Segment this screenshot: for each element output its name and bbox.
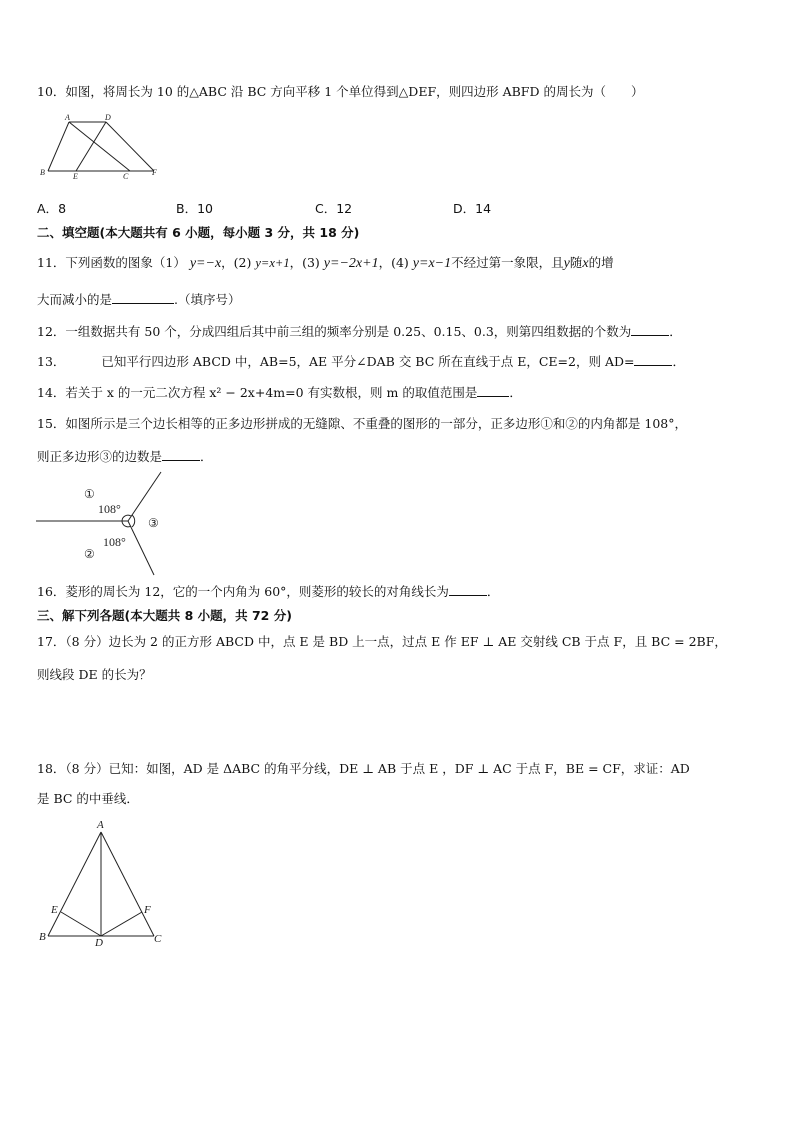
q11-f4: y=x−1 (412, 256, 452, 271)
q10-option-a: A．8 (37, 201, 67, 216)
section-2-heading: 二、填空题(本大题共有 6 小题，每小题 3 分，共 18 分) (37, 225, 360, 240)
q15-line2: 则正多边形③的边数是 ． (37, 449, 213, 464)
q15-angle-arc-3 (132, 515, 135, 527)
q11-f2: y=x+1 (255, 256, 290, 270)
q17-line1: 17．（8 分）边长为 2 的正方形 ABCD 中，点 E 是 BD 上一点，过点 E 作 EF ⊥ AE 交射线 CB 于点 F，且 BC = 2BF， (37, 634, 727, 649)
q12-text: 12．一组数据共有 50 个，分成四组后其中前三组的频率分别是 0.25、0.15、0.3，则第四组数据的个数为 ． (37, 324, 682, 339)
q10-label-C: C (123, 172, 129, 181)
q17-line2: 则线段 DE 的长为？ (37, 667, 152, 682)
q10-text (37, 84, 643, 100)
q18-figure (36, 818, 176, 948)
q11-f3: y=−2x+1 (323, 256, 379, 271)
q14-text: 14．若关于 x 的一元二次方程 x² − 2x+4m=0 有实数根，则 m 的取值范围是 ． (37, 385, 522, 400)
q10-option-b: B．10 (176, 201, 213, 216)
q11-f1: y=−x (189, 256, 222, 271)
q10-seg-DE (76, 122, 106, 171)
q18-line2: 是 BC 的中垂线． (37, 791, 139, 806)
q10-seg-AB (48, 122, 69, 171)
q18-label-A: A (97, 819, 104, 831)
q10-number: 10． (37, 84, 66, 99)
q15-label-1: ① (84, 487, 95, 501)
q12-answer-blank[interactable] (631, 323, 669, 336)
q18-label-C: C (154, 933, 162, 945)
q18-label-E: E (51, 904, 58, 916)
q15-upper-edge (128, 472, 161, 521)
q13-text: 13． 已知平行四边形 ABCD 中，AB=5，AE 平分∠DAB 交 BC 所在直线于点 E，CE=2，则 AD= ． (37, 354, 685, 369)
q10-label-F: F (152, 168, 157, 177)
q10-option-c: C．12 (315, 201, 353, 216)
q15-answer-blank[interactable] (162, 448, 200, 461)
q15-label-2: ② (84, 547, 95, 561)
q18-label-B: B (39, 931, 46, 943)
q11-line2: 大而减小的是 .（填序号） (37, 292, 241, 307)
q11-line1: 11．下列函数的图象（1） y=−x，(2) y=x+1，(3) y=−2x+1，(4) y=x−1不经过第一象限，且y随x的增 (37, 255, 614, 271)
q10-figure (36, 113, 166, 183)
q15-angle-label-2: 108° (103, 535, 126, 549)
q13-answer-blank[interactable] (634, 353, 672, 366)
q10-label-D: D (105, 113, 111, 122)
q18-label-F: F (144, 904, 151, 916)
q18-seg-DF (101, 912, 142, 936)
q18-label-D: D (95, 937, 103, 948)
q10-stem: 如图，将周长为 10 的△ABC 沿 BC 方向平移 1 个单位得到△DEF，则四边形 ABFD 的周长为（ ） (65, 84, 644, 99)
q10-label-B: B (40, 168, 45, 177)
q15-figure (36, 470, 186, 580)
q16-answer-blank[interactable] (449, 583, 487, 596)
q18-seg-DE (61, 912, 101, 936)
q16-text: 16．菱形的周长为 12，它的一个内角为 60°，则菱形的较长的对角线长为 ． (37, 584, 500, 599)
q15-line1: 15．如图所示是三个边长相等的正多边形拼成的无缝隙、不重叠的图形的一部分，正多边形①和②的内角都是 108°， (37, 416, 687, 431)
q10-option-d: D．14 (453, 201, 492, 216)
q15-angle-label-1: 108° (98, 502, 121, 516)
q11-answer-blank[interactable] (112, 291, 174, 304)
q10-seg-DF (106, 122, 154, 171)
q14-answer-blank[interactable] (477, 384, 509, 397)
q15-label-3: ③ (148, 516, 159, 530)
q10-label-E: E (73, 172, 78, 181)
section-3-heading: 三、解下列各题(本大题共 8 小题，共 72 分) (37, 608, 292, 623)
q10-seg-AC (69, 122, 130, 171)
q18-line1: 18．（8 分）已知：如图，AD 是 ΔABC 的角平分线，DE ⊥ AB 于点 E ，DF ⊥ AC 于点 F，BE = CF，求证：AD (37, 761, 690, 776)
q10-label-A: A (65, 113, 70, 122)
